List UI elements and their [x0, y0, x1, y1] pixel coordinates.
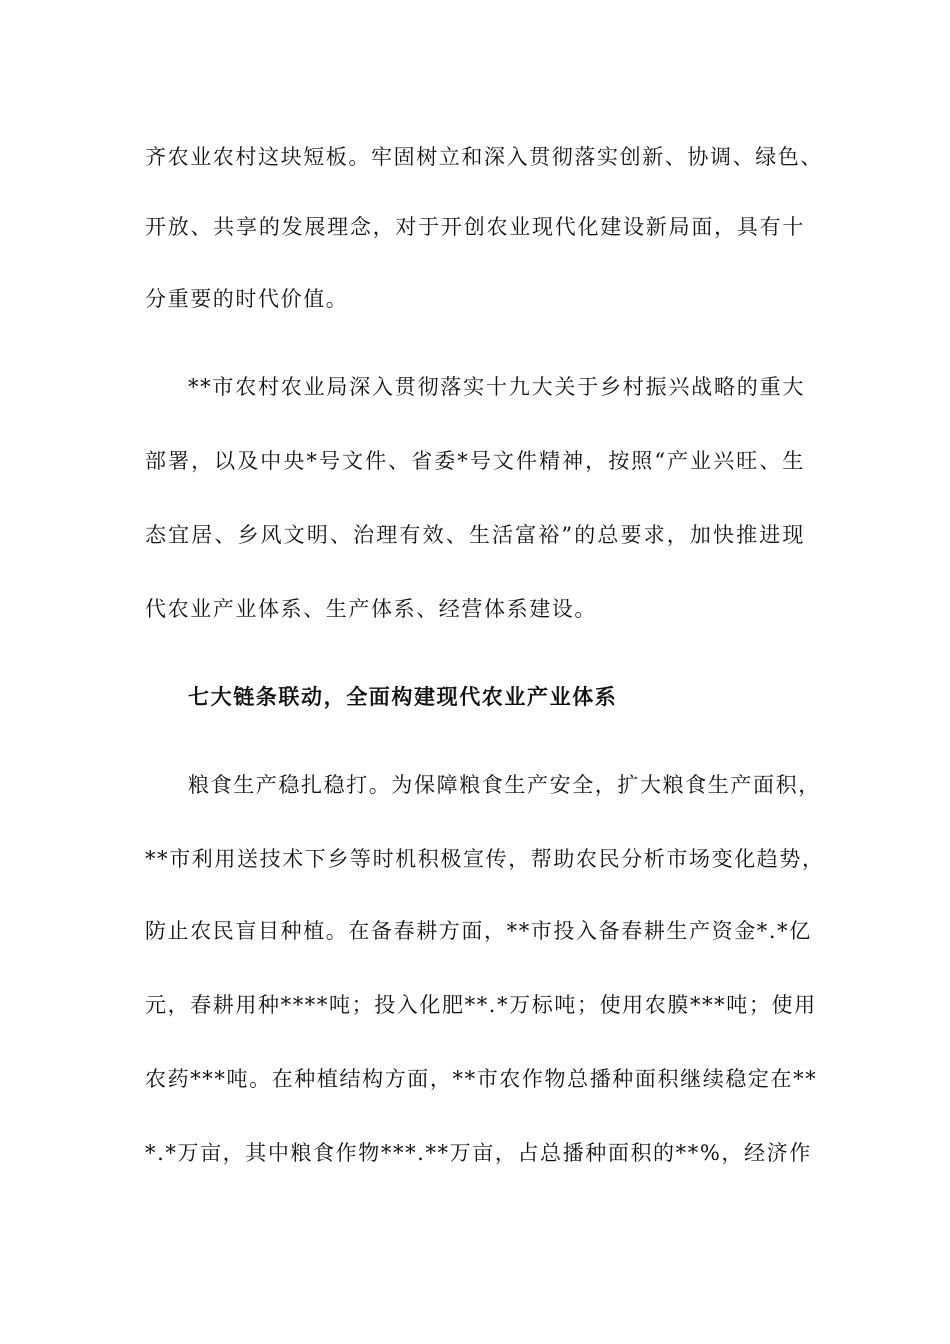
paragraph-line: 态宜居、乡风文明、治理有效、生活富裕”的总要求，加快推进现 — [145, 523, 805, 547]
paragraph-line: *.*万亩，其中粮食作物***.**万亩，占总播种面积的**%，经济作 — [145, 1141, 812, 1165]
paragraph-line: 农药***吨。在种植结构方面，**市农作物总播种面积继续稳定在** — [145, 1067, 818, 1091]
paragraph-line: 开放、共享的发展理念，对于开创农业现代化建设新局面，具有十 — [145, 215, 805, 239]
paragraph-line: 部署，以及中央*号文件、省委*号文件精神，按照“产业兴旺、生 — [145, 449, 805, 473]
paragraph-line: 粮食生产稳扎稳打。为保障粮食生产安全，扩大粮食生产面积， — [188, 773, 821, 797]
paragraph-line: 分重要的时代价值。 — [145, 287, 349, 311]
paragraph-line: 代农业产业体系、生产体系、经营体系建设。 — [145, 597, 597, 621]
paragraph-line: 齐农业农村这块短板。牢固树立和深入贯彻落实创新、协调、绿色、 — [145, 145, 823, 169]
paragraph-line: 防止农民盲目种植。在备春耕方面，**市投入备春耕生产资金*.*亿 — [145, 919, 812, 943]
paragraph-line: 元，春耕用种****吨；投入化肥**.*万标吨；使用农膜***吨；使用 — [145, 993, 817, 1017]
paragraph-line: **市利用送技术下乡等时机积极宣传，帮助农民分析市场变化趋势， — [145, 847, 825, 871]
paragraph-line: **市农村农业局深入贯彻落实十九大关于乡村振兴战略的重大 — [188, 375, 805, 399]
section-heading: 七大链条联动，全面构建现代农业产业体系 — [188, 685, 618, 709]
